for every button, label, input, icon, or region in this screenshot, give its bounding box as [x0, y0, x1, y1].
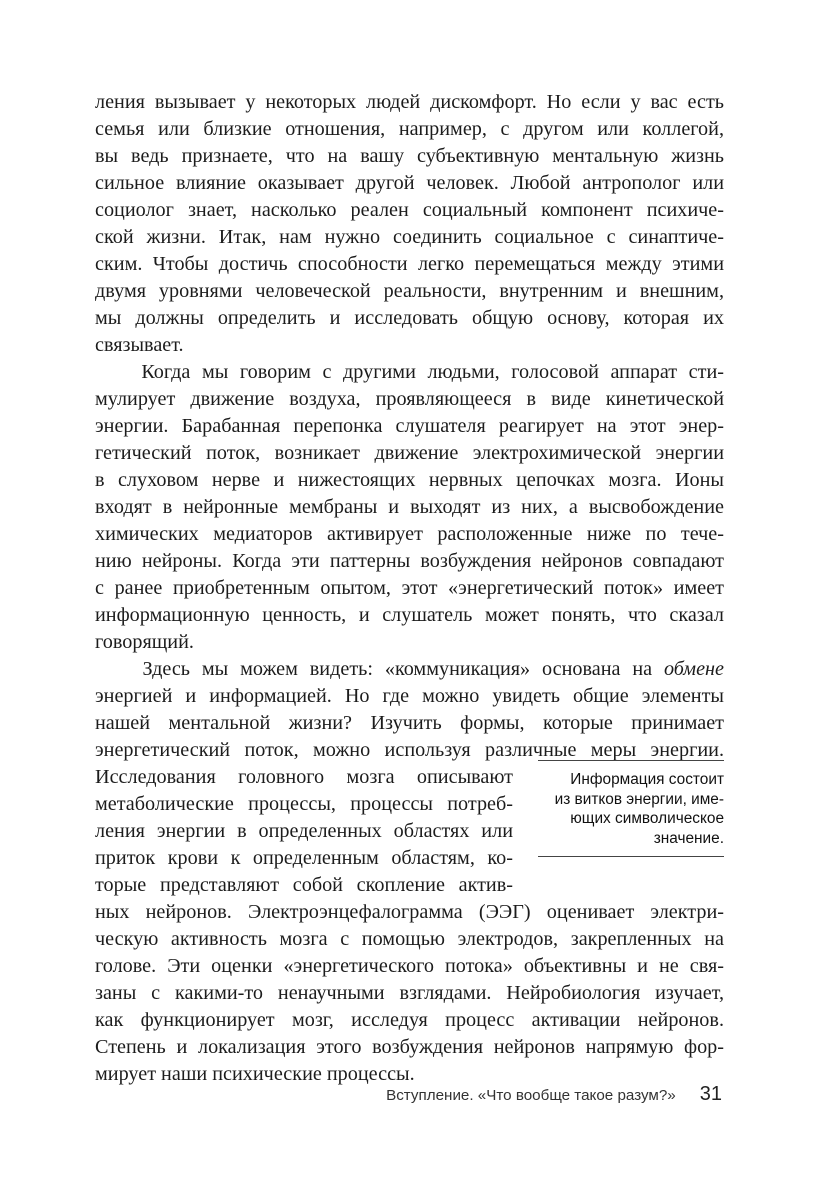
pull-quote-line: из витков энергии, име-: [554, 790, 724, 808]
text-line: нию нейроны. Когда эти паттерны возбуждения нейронов совпадают: [95, 550, 724, 572]
text-line: нашей ментальной жизни? Изучить формы, которые принимает: [95, 712, 724, 734]
pull-quote: [538, 760, 724, 857]
text-line: вы ведь признаете, что на вашу субъективную ментальную жизнь: [95, 145, 724, 167]
page-number: 31: [699, 1083, 722, 1105]
pull-quote-line: Информация состоит: [570, 771, 724, 788]
running-footer: [386, 1083, 722, 1106]
text-line: семья или близкие отношения, например, с другом или коллегой,: [95, 118, 724, 140]
text-line: метаболические процессы, процессы потреб-: [95, 793, 513, 815]
text-line: энергией и информацией. Но где можно увидеть общие элементы: [95, 685, 724, 707]
text-line: энергетический поток, можно используя различные меры энергии.: [95, 739, 724, 761]
text-line: говорящий.: [95, 631, 194, 653]
text-line: ления энергии в определенных областях или: [95, 820, 513, 842]
text-line: сильное влияние оказывает другой человек. Любой антрополог или: [95, 172, 724, 194]
text-span: Здесь мы можем видеть: «коммуникация» основана на: [95, 658, 664, 680]
text-line: торые представляют собой скопление актив-: [95, 874, 513, 896]
text-line: энергии. Барабанная перепонка слушателя реагирует на этот энер-: [95, 415, 724, 437]
text-line: ским. Чтобы достичь способности легко перемещаться между этими: [95, 253, 724, 275]
pull-quote-line: значение.: [653, 829, 724, 847]
text-line: входят в нейронные мембраны и выходят из них, а высвобождение: [95, 496, 724, 518]
text-line: заны с какими-то ненаучными взглядами. Нейробиология изучает,: [95, 982, 724, 1004]
text-line: связывает.: [95, 334, 184, 356]
text-line: Исследования головного мозга описывают: [95, 766, 513, 788]
text-line: социолог знает, насколько реален социальный компонент психиче-: [95, 199, 724, 221]
text-line: химических медиаторов активирует расположенные ниже по тече-: [95, 523, 724, 545]
text-line: приток крови к определенным областям, ко-: [95, 847, 513, 869]
text-line: мы должны определить и исследовать общую основу, которая их: [95, 307, 724, 329]
text-line: [95, 656, 724, 683]
text-line: гетический поток, возникает движение электрохимической энергии: [95, 442, 724, 464]
text-line: мирует наши психические процессы.: [95, 1063, 415, 1085]
text-line: мулирует движение воздуха, проявляющееся в виде кинетической: [95, 388, 724, 410]
text-line: ных нейронов. Электроэнцефалограмма (ЭЭГ) оценивает электри-: [95, 901, 724, 923]
text-line: в слуховом нерве и нижестоящих нервных цепочках мозга. Ионы: [95, 469, 724, 491]
pull-quote-line: ющих символическое: [570, 810, 724, 827]
text-line: ления вызывает у некоторых людей дискомфорт. Но если у вас есть: [95, 91, 724, 113]
emphasis-word: обмене: [663, 658, 724, 680]
text-line: информационную ценность, и слушатель может понять, что сказал: [95, 604, 724, 626]
text-line: Степень и локализация этого возбуждения нейронов напрямую фор-: [95, 1036, 724, 1058]
text-line: двумя уровнями человеческой реальности, внутренним и внешним,: [95, 280, 724, 302]
text-line: ческую активность мозга с помощью электродов, закрепленных на: [95, 928, 724, 950]
text-line: Когда мы говорим с другими людьми, голосовой аппарат сти-: [95, 361, 724, 383]
text-line: ской жизни. Итак, нам нужно соединить социальное с синаптиче-: [95, 226, 724, 248]
text-line: как функционирует мозг, исследуя процесс активации нейронов.: [95, 1009, 724, 1031]
chapter-title: Вступление. «Что вообще такое разум?»: [386, 1087, 676, 1104]
text-line: голове. Эти оценки «энергетического потока» объективны и не свя-: [95, 955, 724, 977]
text-line: с ранее приобретенным опытом, этот «энергетический поток» имеет: [95, 577, 724, 599]
